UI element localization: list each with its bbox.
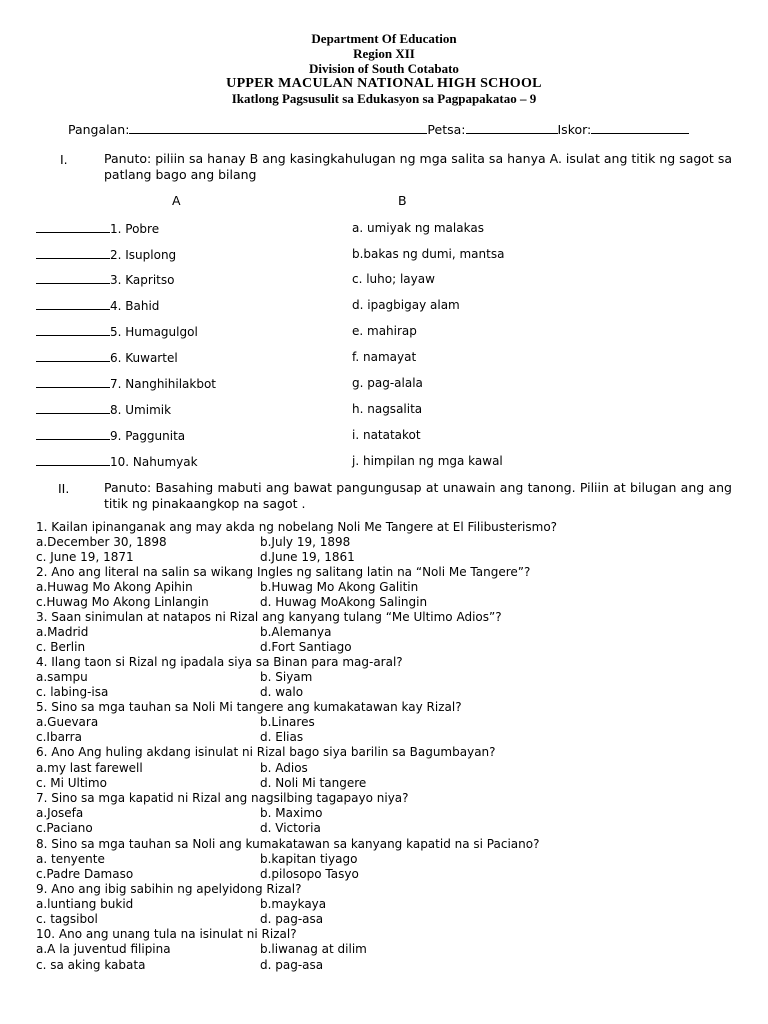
- option[interactable]: c. Mi Ultimo: [36, 776, 107, 790]
- option[interactable]: b.Linares: [260, 715, 315, 729]
- answer-blank[interactable]: [36, 454, 110, 466]
- answer-blank[interactable]: [36, 402, 110, 414]
- question: 6. Ano Ang huling akdang isinulat ni Rizal bago siya barilin sa Bagumbayan?: [36, 745, 496, 759]
- matching-choice: j. himpilan ng mga kawal: [352, 454, 503, 468]
- question: 1. Kailan ipinanganak ang may akda ng nobelang Noli Me Tangere at El Filibusterismo?: [36, 520, 558, 534]
- matching-choice: b.bakas ng dumi, mantsa: [352, 247, 505, 261]
- option[interactable]: d. pag-asa: [260, 958, 324, 972]
- option[interactable]: d. Elias: [260, 730, 304, 744]
- option[interactable]: d. Huwag MoAkong Salingin: [260, 595, 428, 609]
- option[interactable]: c.Padre Damaso: [36, 867, 134, 881]
- matching-item: 7. Nanghihilakbot: [36, 376, 216, 391]
- question: 8. Sino sa mga tauhan sa Noli ang kumakatawan sa kanyang kapatid na si Paciano?: [36, 837, 540, 851]
- option[interactable]: b.July 19, 1898: [260, 535, 351, 549]
- option[interactable]: a. tenyente: [36, 852, 105, 866]
- matching-item: 8. Umimik: [36, 402, 171, 417]
- matching-choice: f. namayat: [352, 350, 417, 364]
- option[interactable]: d. Noli Mi tangere: [260, 776, 367, 790]
- matching-item: 9. Paggunita: [36, 428, 185, 443]
- option[interactable]: a.luntiang bukid: [36, 897, 134, 911]
- answer-blank[interactable]: [36, 272, 110, 284]
- answer-blank[interactable]: [36, 298, 110, 310]
- option[interactable]: a.my last farewell: [36, 761, 143, 775]
- matching-choice: c. luho; layaw: [352, 272, 435, 286]
- option[interactable]: a.Huwag Mo Akong Apihin: [36, 580, 193, 594]
- option[interactable]: d. walo: [260, 685, 304, 699]
- column-b-header: B: [398, 193, 407, 208]
- answer-blank[interactable]: [36, 221, 110, 233]
- option[interactable]: c. June 19, 1871: [36, 550, 134, 564]
- header-division: Division of South Cotabato: [309, 61, 459, 76]
- part2-instruction: Panuto: Basahing mabuti ang bawat pangungusap at unawain ang tanong. Piliin at bilugan ang ang titik ng pinakaangkop na sagot .: [104, 480, 732, 511]
- option[interactable]: c. sa aking kabata: [36, 958, 146, 972]
- answer-blank[interactable]: [36, 247, 110, 259]
- matching-choice: i. natatakot: [352, 428, 421, 442]
- score-label: Iskor:: [557, 122, 592, 137]
- option[interactable]: c.Ibarra: [36, 730, 82, 744]
- date-field[interactable]: [466, 122, 558, 134]
- header-department: Department Of Education: [311, 31, 457, 46]
- header-exam-title: Ikatlong Pagsusulit sa Edukasyon sa Pagpapakatao – 9: [231, 91, 537, 106]
- matching-item: 6. Kuwartel: [36, 350, 178, 365]
- question: 9. Ano ang ibig sabihin ng apelyidong Rizal?: [36, 882, 302, 896]
- header-region: Region XII: [353, 46, 415, 61]
- option[interactable]: a.December 30, 1898: [36, 535, 167, 549]
- option[interactable]: c. labing-isa: [36, 685, 109, 699]
- matching-choice: h. nagsalita: [352, 402, 423, 416]
- matching-item: 2. Isuplong: [36, 247, 176, 262]
- question: 5. Sino sa mga tauhan sa Noli Mi tangere ang kumakatawan kay Rizal?: [36, 700, 462, 714]
- question: 3. Saan sinimulan at natapos ni Rizal ang kanyang tulang “Me Ultimo Adios”?: [36, 610, 502, 624]
- option[interactable]: b. Adios: [260, 761, 308, 775]
- matching-item: 1. Pobre: [36, 221, 159, 236]
- option[interactable]: d.pilosopo Tasyo: [260, 867, 359, 881]
- matching-choice: e. mahirap: [352, 324, 417, 338]
- option[interactable]: a.Madrid: [36, 625, 89, 639]
- part2-number: II.: [58, 481, 70, 496]
- part1-number: I.: [60, 152, 68, 167]
- option[interactable]: a.Guevara: [36, 715, 99, 729]
- matching-item: 3. Kapritso: [36, 272, 174, 287]
- option[interactable]: c.Paciano: [36, 821, 93, 835]
- option[interactable]: a.Josefa: [36, 806, 84, 820]
- name-field[interactable]: [129, 122, 427, 134]
- name-label: Pangalan:: [68, 122, 130, 137]
- option[interactable]: b. Siyam: [260, 670, 313, 684]
- matching-item: 4. Bahid: [36, 298, 159, 313]
- option[interactable]: b.Alemanya: [260, 625, 332, 639]
- header-school: UPPER MACULAN NATIONAL HIGH SCHOOL: [226, 76, 542, 91]
- option[interactable]: b.Huwag Mo Akong Galitin: [260, 580, 419, 594]
- option[interactable]: a.sampu: [36, 670, 88, 684]
- option[interactable]: d. pag-asa: [260, 912, 324, 926]
- student-info-row: [68, 122, 689, 137]
- option[interactable]: c. Berlin: [36, 640, 86, 654]
- option[interactable]: c. tagsibol: [36, 912, 98, 926]
- question: 10. Ano ang unang tula na isinulat ni Rizal?: [36, 927, 297, 941]
- matching-choice: a. umiyak ng malakas: [352, 221, 484, 235]
- question: 2. Ano ang literal na salin sa wikang Ingles ng salitang latin na “Noli Me Tangere”?: [36, 565, 531, 579]
- question: 7. Sino sa mga kapatid ni Rizal ang nagsilbing tagapayo niya?: [36, 791, 409, 805]
- option[interactable]: a.A la juventud filipina: [36, 942, 171, 956]
- answer-blank[interactable]: [36, 376, 110, 388]
- matching-choice: g. pag-alala: [352, 376, 423, 390]
- score-field[interactable]: [591, 122, 689, 134]
- column-a-header: A: [172, 193, 181, 208]
- option[interactable]: b.kapitan tiyago: [260, 852, 358, 866]
- answer-blank[interactable]: [36, 428, 110, 440]
- matching-item: 10. Nahumyak: [36, 454, 198, 469]
- option[interactable]: d.June 19, 1861: [260, 550, 355, 564]
- matching-item: 5. Humagulgol: [36, 324, 198, 339]
- question: 4. Ilang taon si Rizal ng ipadala siya sa Binan para mag-aral?: [36, 655, 403, 669]
- option[interactable]: d.Fort Santiago: [260, 640, 352, 654]
- part1-instruction: Panuto: piliin sa hanay B ang kasingkahulugan ng mga salita sa hanya A. isulat ang titik ng sagot sa patlang bago ang bilang: [104, 151, 732, 182]
- option[interactable]: b. Maximo: [260, 806, 323, 820]
- date-label: Petsa:: [427, 122, 466, 137]
- option[interactable]: b.liwanag at dilim: [260, 942, 367, 956]
- matching-choice: d. ipagbigay alam: [352, 298, 460, 312]
- answer-blank[interactable]: [36, 350, 110, 362]
- option[interactable]: b.maykaya: [260, 897, 327, 911]
- option[interactable]: c.Huwag Mo Akong Linlangin: [36, 595, 209, 609]
- answer-blank[interactable]: [36, 324, 110, 336]
- option[interactable]: d. Victoria: [260, 821, 321, 835]
